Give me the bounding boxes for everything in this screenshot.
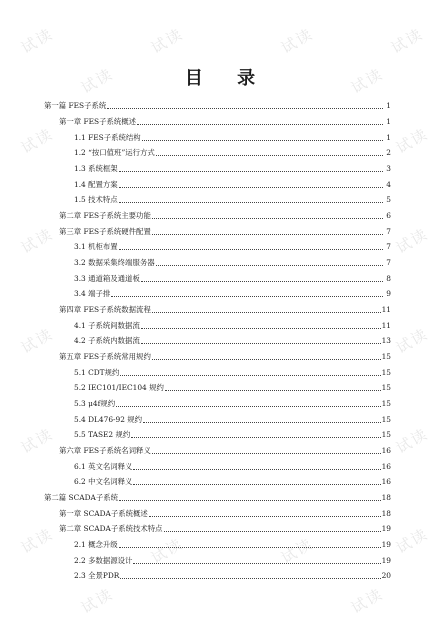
toc-entry[interactable] xyxy=(44,521,391,537)
toc-entry[interactable] xyxy=(44,474,391,490)
toc-entry-page-number: 16 xyxy=(381,446,391,456)
watermark-text: 试读 xyxy=(393,524,432,558)
toc-entry[interactable] xyxy=(44,176,391,192)
toc-entry[interactable] xyxy=(44,255,391,271)
toc-entry[interactable] xyxy=(44,411,391,427)
toc-entry[interactable] xyxy=(44,333,391,349)
dot-leader xyxy=(141,320,381,329)
toc-entry[interactable] xyxy=(44,380,391,396)
dot-leader xyxy=(165,382,381,391)
toc-entry[interactable] xyxy=(44,239,391,255)
watermark-text: 试读 xyxy=(278,24,317,58)
toc-entry-label: 2.1 概念升级 xyxy=(74,540,118,550)
dot-leader xyxy=(142,132,383,141)
toc-entry-page-number: 13 xyxy=(381,336,391,346)
toc-entry-label: 3.2 数据采集终端服务器 xyxy=(74,258,155,268)
watermark-text: 试读 xyxy=(78,64,117,98)
dot-leader xyxy=(141,335,381,344)
toc-entry-page-number: 7 xyxy=(386,258,391,268)
toc-entry-page-number: 18 xyxy=(381,508,391,518)
toc-entry[interactable] xyxy=(44,427,391,443)
toc-entry-page-number: 15 xyxy=(381,430,391,440)
toc-entry-page-number: 7 xyxy=(386,226,391,236)
dot-leader xyxy=(133,476,380,485)
dot-leader xyxy=(107,100,383,109)
toc-entry-label: 第二章 SCADA子系统技术特点 xyxy=(59,524,163,534)
toc-entry-label: 第二篇 SCADA子系统 xyxy=(44,493,119,503)
toc-entry-page-number: 3 xyxy=(386,164,391,174)
dot-leader xyxy=(120,367,380,376)
watermark-text: 试读 xyxy=(78,584,117,618)
toc-entry-page-number: 15 xyxy=(381,367,391,377)
toc-entry-page-number: 20 xyxy=(381,571,391,581)
toc-entry[interactable] xyxy=(44,302,391,318)
dot-leader xyxy=(152,210,383,219)
toc-entry[interactable] xyxy=(44,286,391,302)
toc-entry-label: 4.2 子系统内数据流 xyxy=(74,336,140,346)
toc-entry-label: 第五章 FES子系统常用规约 xyxy=(59,352,151,362)
dot-leader xyxy=(152,226,383,235)
toc-entry-page-number: 19 xyxy=(381,540,391,550)
toc-entry-page-number: 8 xyxy=(386,273,391,283)
dot-leader xyxy=(137,116,383,125)
watermark-text: 试读 xyxy=(393,324,432,358)
toc-entry-page-number: 11 xyxy=(381,305,391,315)
dot-leader xyxy=(119,163,383,172)
watermark-text: 试读 xyxy=(18,224,57,258)
toc-entry[interactable] xyxy=(44,396,391,412)
dot-leader xyxy=(133,461,380,470)
watermark-text: 试读 xyxy=(148,24,187,58)
toc-entry-page-number: 15 xyxy=(381,383,391,393)
toc-entry-label: 1.1 FES子系统结构 xyxy=(74,132,141,142)
toc-entry-label: 5.3 μ4f规约 xyxy=(74,399,116,409)
toc-entry-label: 第三章 FES子系统硬件配置 xyxy=(59,226,151,236)
toc-entry[interactable] xyxy=(44,223,391,239)
toc-entry-page-number: 19 xyxy=(381,524,391,534)
toc-entry[interactable] xyxy=(44,192,391,208)
toc-entry-page-number: 9 xyxy=(386,289,391,299)
watermark-text: 试读 xyxy=(18,124,57,158)
toc-entry-page-number: 1 xyxy=(386,132,391,142)
watermark-text: 试读 xyxy=(18,424,57,458)
toc-entry-page-number: 11 xyxy=(381,320,391,330)
dot-leader xyxy=(116,398,380,407)
toc-entry[interactable] xyxy=(44,490,391,506)
toc-entry-page-number: 16 xyxy=(381,477,391,487)
table-of-contents xyxy=(44,98,391,584)
watermark-text: 试读 xyxy=(18,24,57,58)
watermark-text: 试读 xyxy=(18,324,57,358)
toc-entry-label: 第一章 SCADA子系统概述 xyxy=(59,508,148,518)
toc-entry[interactable] xyxy=(44,568,391,584)
dot-leader xyxy=(120,570,380,579)
dot-leader xyxy=(164,523,381,532)
toc-entry-label: 5.2 IEC101/IEC104 规约 xyxy=(74,383,164,393)
dot-leader xyxy=(143,414,381,423)
dot-leader xyxy=(152,351,381,360)
toc-entry-page-number: 1 xyxy=(386,101,391,111)
toc-entry-page-number: 6 xyxy=(386,211,391,221)
dot-leader xyxy=(156,147,383,156)
toc-entry-label: 第六章 FES子系统名词释义 xyxy=(59,446,151,456)
toc-entry[interactable] xyxy=(44,458,391,474)
page-title: 目 录 xyxy=(184,68,270,89)
toc-entry[interactable] xyxy=(44,161,391,177)
toc-entry-label: 4.1 子系统间数据流 xyxy=(74,320,140,330)
watermark-text: 试读 xyxy=(393,124,432,158)
watermark-text: 试读 xyxy=(278,534,317,568)
toc-entry-page-number: 16 xyxy=(381,461,391,471)
toc-entry[interactable] xyxy=(44,364,391,380)
watermark-text: 试读 xyxy=(393,224,432,258)
toc-entry-label: 1.5 技术特点 xyxy=(74,195,118,205)
dot-leader xyxy=(141,273,383,282)
toc-entry-label: 2.2 多数据源设计 xyxy=(74,555,133,565)
toc-entry-page-number: 2 xyxy=(386,148,391,158)
toc-entry-label: 5.5 TASE2 规约 xyxy=(74,430,131,440)
watermark-text: 试读 xyxy=(18,524,57,558)
toc-entry-label: 第一篇 FES子系统 xyxy=(44,101,107,111)
toc-entry-page-number: 18 xyxy=(381,493,391,503)
toc-entry[interactable] xyxy=(44,270,391,286)
watermark-text: 试读 xyxy=(388,24,427,58)
toc-entry-label: 3.1 机柜布置 xyxy=(74,242,118,252)
toc-entry-label: 6.2 中文名词释义 xyxy=(74,477,133,487)
dot-leader xyxy=(119,539,381,548)
dot-leader xyxy=(149,508,381,517)
dot-leader xyxy=(119,241,383,250)
toc-entry-label: 3.4 端子排 xyxy=(74,289,111,299)
toc-entry-page-number: 5 xyxy=(386,195,391,205)
toc-entry[interactable] xyxy=(44,98,391,114)
toc-entry-label: 3.3 通道箱及通道板 xyxy=(74,273,140,283)
toc-entry-label: 1.2 “按口值班”运行方式 xyxy=(74,148,155,158)
dot-leader xyxy=(131,429,380,438)
toc-entry-label: 1.4 配置方案 xyxy=(74,179,118,189)
toc-entry-page-number: 19 xyxy=(381,555,391,565)
dot-leader xyxy=(111,288,383,297)
toc-entry[interactable] xyxy=(44,537,391,553)
toc-entry[interactable] xyxy=(44,114,391,130)
toc-entry-page-number: 4 xyxy=(386,179,391,189)
toc-entry[interactable] xyxy=(44,208,391,224)
watermark-text: 试读 xyxy=(393,424,432,458)
toc-entry-page-number: 1 xyxy=(386,117,391,126)
dot-leader xyxy=(152,445,381,454)
toc-entry-page-number: 15 xyxy=(381,352,391,362)
dot-leader xyxy=(152,304,381,313)
toc-entry-label: 第四章 FES子系统数据流程 xyxy=(59,305,151,315)
toc-entry[interactable] xyxy=(44,443,391,459)
toc-entry[interactable] xyxy=(44,505,391,521)
toc-entry[interactable] xyxy=(44,349,391,365)
watermark-text: 试读 xyxy=(148,534,187,568)
toc-entry-label: 第二章 FES子系统主要功能 xyxy=(59,211,151,221)
watermark-text: 试读 xyxy=(348,64,387,98)
toc-entry-page-number: 7 xyxy=(386,242,391,252)
toc-entry-page-number: 15 xyxy=(381,399,391,409)
toc-entry-label: 2.3 全景PDR xyxy=(74,571,120,581)
toc-entry-label: 5.1 CDT规约 xyxy=(74,367,120,377)
toc-entry-label: 6.1 英文名词释义 xyxy=(74,461,133,471)
toc-entry-page-number: 15 xyxy=(381,414,391,424)
dot-leader xyxy=(119,194,383,203)
dot-leader xyxy=(133,555,380,564)
toc-entry[interactable] xyxy=(44,317,391,333)
toc-entry-label: 1.3 系统框架 xyxy=(74,164,118,174)
dot-leader xyxy=(119,179,383,188)
toc-entry-label: 第一章 FES子系统概述 xyxy=(59,117,137,126)
toc-entry[interactable] xyxy=(44,552,391,568)
toc-entry[interactable] xyxy=(44,129,391,145)
dot-leader xyxy=(156,257,383,266)
toc-entry-label: 5.4 DL476-92 规约 xyxy=(74,414,143,424)
dot-leader xyxy=(119,492,381,501)
toc-entry[interactable] xyxy=(44,145,391,161)
watermark-text: 试读 xyxy=(348,584,387,618)
